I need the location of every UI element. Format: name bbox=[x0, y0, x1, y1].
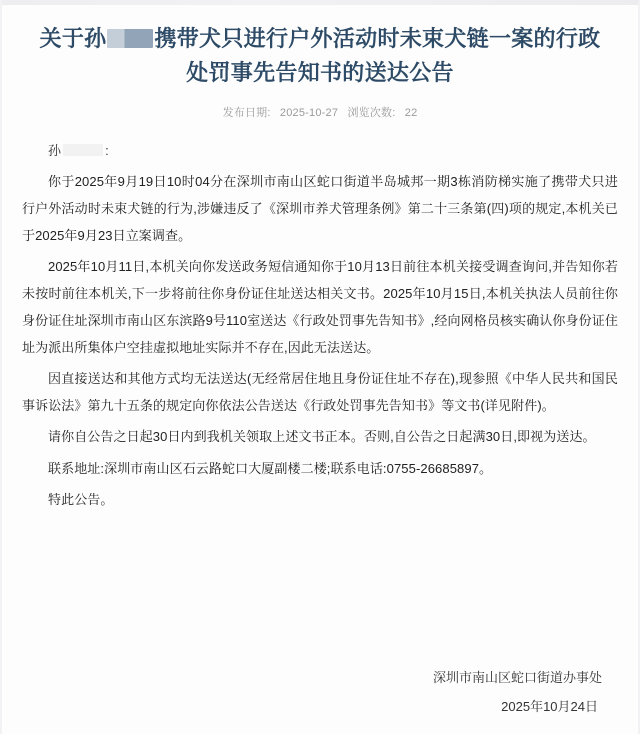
page-title-text-after-redaction: 携带犬只进行户外活动时未束犬链一案的行政 bbox=[154, 26, 601, 51]
signature-block bbox=[22, 663, 618, 723]
body-paragraph: 因直接送达和其他方式均无法送达(无经常居住地且身份证住址不存在),现参照《中华人民共和国民事诉讼法》第九十五条的规定向你依法公告送达《行政处罚事先告知书》等文书(详见附件)。 bbox=[22, 371, 618, 414]
view-count-value: 22 bbox=[404, 107, 418, 120]
contact-info-paragraph: 联系地址:深圳市南山区石云路蛇口大厦副楼二楼;联系电话:0755-26685897。 bbox=[48, 460, 493, 476]
document-body bbox=[22, 138, 618, 512]
page-title-text-before-redaction: 关于孙 bbox=[39, 26, 107, 51]
body-paragraph: 2025年10月11日,本机关向你发送政务短信通知你于10月13日前往本机关接受调查询问,并告知你若未按时前往本机关,下一步将前往你身份证住址送达相关文书。2025年10月15日,本机关执法人员前往你身份证住址深圳市南山区东滨路9号110室送达《行政处罚事先告知书》,经向网格员核实确认你身份证住址为派出所集体户空挂虚拟地址实际并不存在,因此无法送达。 bbox=[22, 259, 618, 356]
addressee-line bbox=[22, 138, 618, 164]
addressee-redaction-icon bbox=[63, 144, 103, 156]
page-title bbox=[22, 0, 618, 90]
addressee-colon: : bbox=[105, 143, 109, 159]
issuing-authority: 深圳市南山区蛇口街道办事处 bbox=[432, 669, 602, 685]
signature-date: 2025年10月24日 bbox=[501, 699, 598, 715]
body-paragraph: 你于2025年9月19日10时04分在深圳市南山区蛇口街道半岛城邦一期3栋消防梯实施了携带犬只进行户外活动时未束犬链的行为,涉嫌违反了《深圳市养犬管理条例》第二十三条第(四)项的规定,本机关已于2025年9月23日立案调查。 bbox=[22, 174, 618, 244]
view-count-label: 浏览次数: bbox=[347, 107, 396, 120]
redaction-block-icon bbox=[107, 29, 153, 48]
document-meta bbox=[22, 104, 618, 120]
page-title-line-1 bbox=[22, 22, 618, 56]
publish-date-label: 发布日期: bbox=[222, 107, 271, 120]
page-title-line-2: 处罚事先告知书的送达公告 bbox=[186, 60, 454, 86]
body-paragraph: 请你自公告之日起30日内到我机关领取上述文书正本。否则,自公告之日起满30日,即视为送达。 bbox=[48, 429, 596, 445]
addressee-surname: 孙 bbox=[48, 143, 62, 159]
closing-paragraph: 特此公告。 bbox=[48, 491, 114, 507]
publish-date-value: 2025-10-27 bbox=[279, 107, 339, 120]
